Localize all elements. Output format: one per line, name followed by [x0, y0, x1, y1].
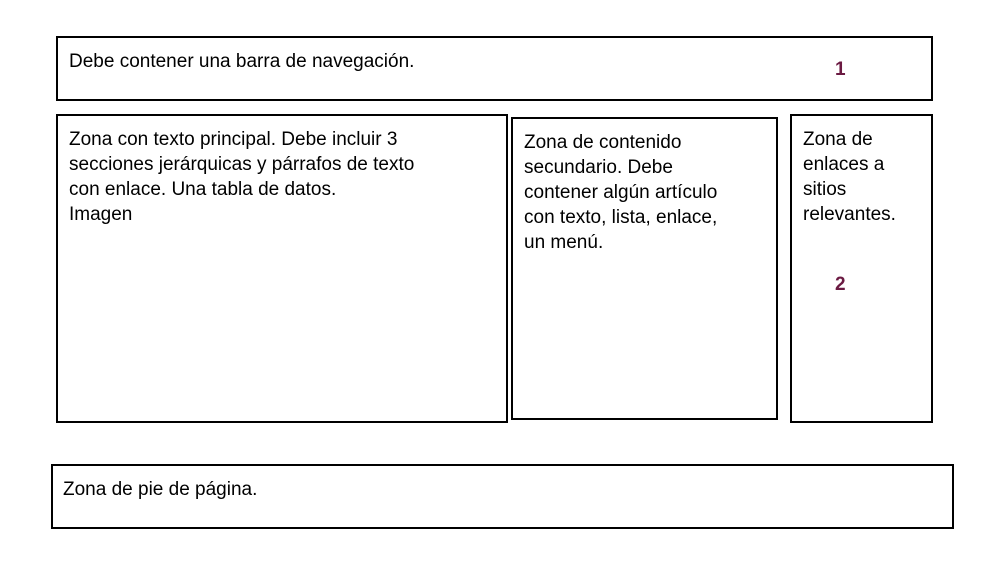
secondary-zone-text: Zona de contenido secundario. Debe contener algún artículo con texto, lista, enlace, un menú. — [524, 132, 718, 253]
nav-zone-text: Debe contener una barra de navegación. — [69, 51, 415, 72]
marker-2: 2 — [835, 274, 846, 295]
footer-zone-text: Zona de pie de página. — [63, 479, 258, 500]
main-zone-text: Zona con texto principal. Debe incluir 3 secciones jerárquicas y párrafos de texto con enlace. Una tabla de datos. Imagen — [69, 129, 415, 225]
links-zone-text: Zona de enlaces a sitios relevantes. — [803, 129, 896, 225]
marker-1: 1 — [835, 59, 846, 80]
